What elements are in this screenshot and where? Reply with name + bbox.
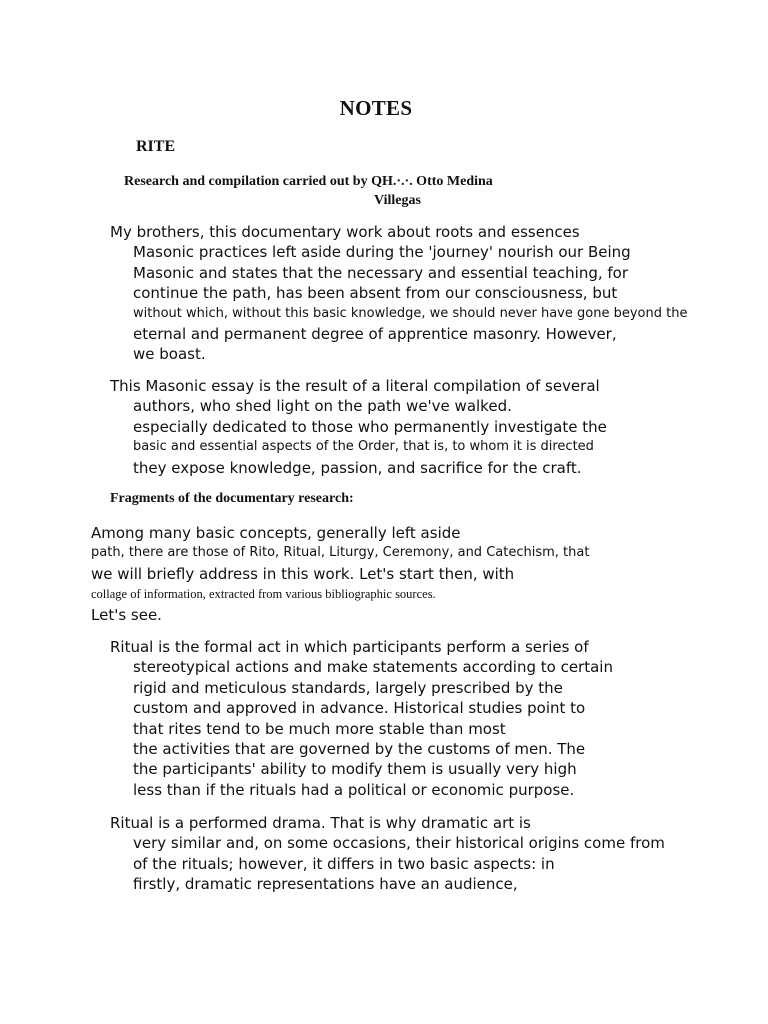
text-line: very similar and, on some occasions, their historical origins come from — [133, 834, 665, 853]
text-line: of the rituals; however, it differs in two basic aspects: in — [133, 854, 555, 873]
paragraph-line — [133, 283, 768, 303]
paragraph-line — [133, 698, 768, 718]
text-line: the activities that are governed by the customs of men. The — [133, 739, 586, 758]
paragraph-line — [110, 222, 672, 242]
paragraph-line — [91, 584, 768, 604]
text-line: they expose knowledge, passion, and sacrifice for the craft. — [133, 458, 582, 477]
text-line: especially dedicated to those who permanently investigate the — [133, 417, 607, 436]
paragraph-line — [110, 637, 768, 657]
text-line: rigid and meticulous standards, largely prescribed by the — [133, 678, 563, 697]
byline — [124, 172, 644, 210]
paragraph-line — [91, 564, 768, 584]
text-line: firstly, dramatic representations have an audience, — [133, 875, 518, 894]
paragraph-2 — [0, 376, 768, 478]
text-line: Masonic practices left aside during the 'journey' nourish our Being — [133, 243, 631, 262]
paragraph-line — [91, 523, 768, 543]
paragraph-line — [133, 780, 768, 800]
paragraph-line — [133, 657, 768, 677]
text-line: This Masonic essay is the result of a literal compilation of several — [110, 377, 600, 395]
paragraph-line — [133, 874, 768, 894]
paragraph-line — [91, 605, 768, 625]
paragraph-line — [133, 417, 768, 437]
paragraph-3 — [0, 523, 768, 625]
paragraph-line — [133, 396, 768, 416]
paragraph-line — [91, 543, 768, 563]
paragraph-5 — [0, 813, 768, 895]
paragraph-line — [133, 304, 768, 324]
paragraph-line — [133, 719, 768, 739]
paragraph-4 — [0, 637, 768, 800]
text-line: Ritual is the formal act in which participants perform a series of — [110, 638, 589, 656]
text-line: authors, who shed light on the path we've walked. — [133, 397, 512, 416]
text-line: the participants' ability to modify them is usually very high — [133, 760, 577, 779]
text-line: Masonic and states that the necessary and essential teaching, for — [133, 263, 629, 282]
paragraph-line — [133, 833, 768, 853]
text-line: we boast. — [133, 345, 206, 364]
paragraph-line — [133, 437, 768, 457]
paragraph-line — [133, 263, 768, 283]
paragraph-line — [133, 242, 768, 262]
text-line: basic and essential aspects of the Order, that is, to whom it is directed — [133, 439, 594, 455]
paragraph-line — [133, 458, 768, 478]
page-title: NOTES — [339, 96, 413, 120]
subheading: Fragments of the documentary research: — [110, 491, 354, 506]
text-line: without which, without this basic knowledge, we should never have gone beyond the — [133, 305, 688, 321]
text-line: we will briefly address in this work. Let's start then, with — [91, 564, 515, 583]
paragraph-1 — [0, 222, 768, 365]
byline-line-2: Villegas — [374, 193, 421, 208]
text-line: Ritual is a performed drama. That is why dramatic art is — [110, 814, 531, 832]
paragraph-line — [110, 376, 768, 396]
byline-line-1: Research and compilation carried out by QH.·.·. Otto Medina — [124, 174, 493, 189]
text-line: custom and approved in advance. Historical studies point to — [133, 699, 586, 718]
paragraph-line — [133, 739, 768, 759]
paragraph-line — [133, 854, 768, 874]
text-line: that rites tend to be much more stable than most — [133, 719, 506, 738]
text-line: path, there are those of Rito, Ritual, Liturgy, Ceremony, and Catechism, that — [91, 545, 590, 561]
text-line: collage of information, extracted from various bibliographic sources. — [91, 587, 436, 602]
paragraph-line — [110, 813, 768, 833]
paragraph-line — [133, 678, 768, 698]
text-line: continue the path, has been absent from our consciousness, but — [133, 284, 618, 303]
text-line: Let's see. — [91, 605, 162, 624]
text-line: stereotypical actions and make statements according to certain — [133, 658, 613, 677]
text-line: My brothers, this documentary work about roots and essences — [110, 223, 580, 241]
paragraph-line — [133, 344, 768, 364]
text-line: less than if the rituals had a political or economic purpose. — [133, 780, 575, 799]
section-heading: RITE — [136, 138, 176, 155]
paragraph-line — [133, 759, 768, 779]
paragraph-line — [133, 324, 768, 344]
text-line: Among many basic concepts, generally left aside — [91, 524, 461, 542]
text-line: eternal and permanent degree of apprentice masonry. However, — [133, 324, 617, 343]
